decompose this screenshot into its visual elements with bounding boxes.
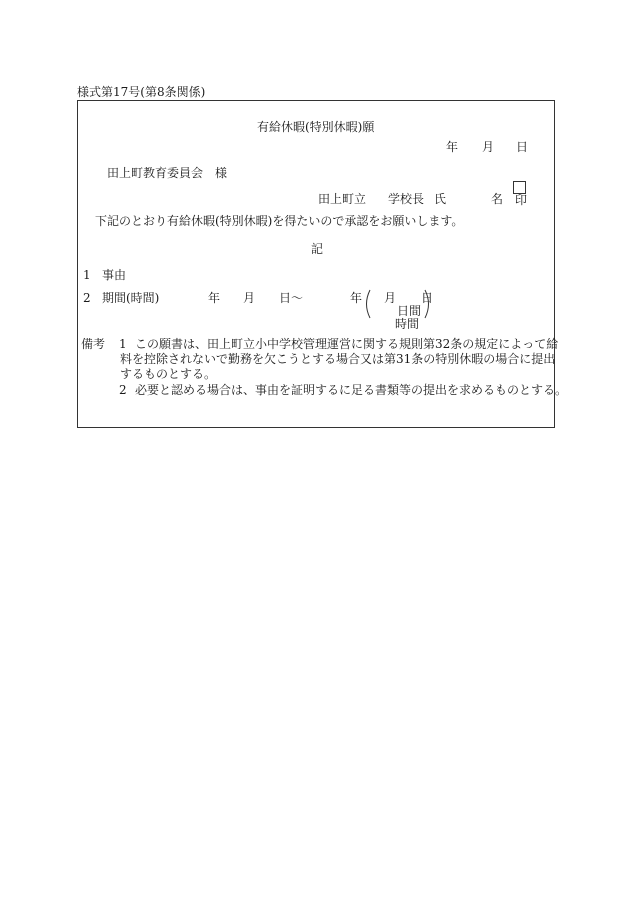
days-label: 日間 [397, 304, 422, 318]
note1-number: 1 [119, 337, 127, 351]
note1-line3: するものとする。 [120, 367, 217, 381]
notes-heading: 備考 [81, 337, 106, 351]
to-year-label: 年 [350, 291, 363, 305]
left-parenthesis [362, 289, 372, 319]
date-day-label: 日 [516, 140, 529, 154]
from-month-label: 月 [243, 291, 256, 305]
item2-number: 2 [83, 291, 91, 305]
note2-number: 2 [119, 383, 127, 397]
item1-number: 1 [83, 268, 91, 282]
note1-line2: 料を控除されないで勤務を欠こうとする場合又は第31条の特別休暇の場合に提出 [120, 352, 556, 366]
hours-label: 時間 [395, 317, 420, 331]
form-number: 様式第17号(第8条関係) [77, 85, 206, 99]
from-year-label: 年 [208, 291, 221, 305]
item2-label: 期間(時間) [102, 291, 160, 305]
right-parenthesis [423, 289, 433, 319]
date-year-label: 年 [446, 140, 459, 154]
item1-label: 事由 [102, 268, 127, 282]
ki-heading: 記 [311, 242, 324, 256]
to-month-label: 月 [384, 291, 397, 305]
form-title: 有給休暇(特別休暇)願 [257, 120, 375, 134]
note1-line1: この願書は、田上町立小中学校管理運営に関する規則第32条の規定によって給 [135, 337, 559, 351]
to-day-label: 日 [421, 291, 434, 305]
addressee: 田上町教育委員会 様 [107, 166, 228, 180]
seal-label: 印 [515, 193, 528, 207]
applicant-school: 田上町立 [318, 192, 367, 206]
request-text: 下記のとおり有給休暇(特別休暇)を得たいので承認をお願いします。 [95, 214, 464, 228]
date-month-label: 月 [482, 140, 495, 154]
applicant-role: 学校長 [388, 192, 425, 206]
applicant-name-label-2: 名 [491, 192, 504, 206]
from-day-tilde-label: 日～ [279, 291, 304, 305]
applicant-name-label-1: 氏 [434, 192, 447, 206]
note2-text: 必要と認める場合は、事由を証明するに足る書類等の提出を求めるものとする。 [135, 383, 568, 397]
